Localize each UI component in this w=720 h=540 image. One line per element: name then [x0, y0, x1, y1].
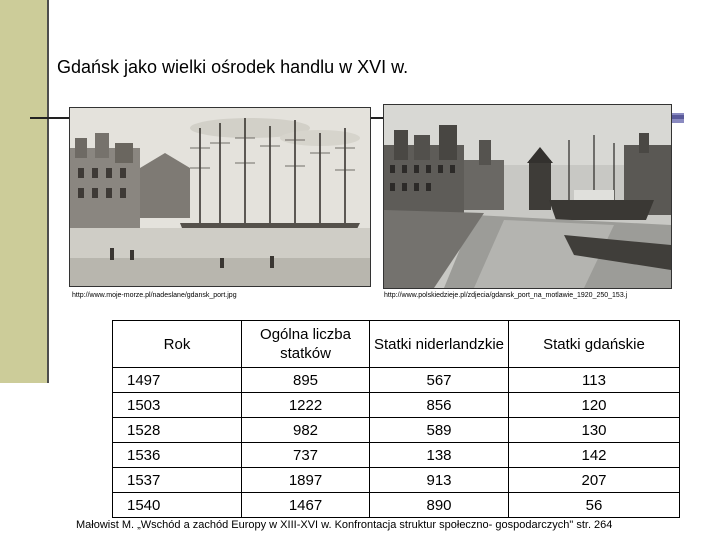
image-credit-2: http://www.polskiedzieje.pl/zdjecia/gdansk_port_na_motlawie_1920_250_153.j: [384, 292, 628, 299]
cell-total: 982: [242, 418, 370, 443]
cell-year: 1536: [113, 443, 242, 468]
header-total-ships: Ogólna liczba statków: [242, 321, 370, 368]
cell-gdansk: 56: [509, 493, 680, 518]
cell-gdansk: 113: [509, 368, 680, 393]
cell-gdansk: 142: [509, 443, 680, 468]
source-citation: Małowist M. „Wschód a zachód Europy w XIII-XVI w. Konfrontacja struktur społeczno- gospodarczych" str. 264: [76, 519, 613, 531]
cell-total: 895: [242, 368, 370, 393]
ships-table: [112, 320, 680, 518]
cell-dutch: 856: [370, 393, 509, 418]
port-photo-image: [383, 104, 672, 289]
cell-year: 1540: [113, 493, 242, 518]
cell-year: 1497: [113, 368, 242, 393]
title-rule-accent-inner: [672, 115, 684, 119]
slide-title: Gdańsk jako wielki ośrodek handlu w XVI w.: [57, 57, 409, 77]
table-header-row: [113, 321, 680, 368]
header-year: Rok: [113, 321, 242, 368]
cell-total: 1222: [242, 393, 370, 418]
header-dutch-ships: Statki niderlandzkie: [370, 321, 509, 368]
cell-dutch: 567: [370, 368, 509, 393]
table-row: [113, 368, 680, 393]
cell-dutch: 138: [370, 443, 509, 468]
table-row: [113, 443, 680, 468]
cell-dutch: 589: [370, 418, 509, 443]
table-row: [113, 393, 680, 418]
cell-year: 1528: [113, 418, 242, 443]
cell-gdansk: 207: [509, 468, 680, 493]
side-accent-line: [47, 0, 49, 383]
cell-total: 1897: [242, 468, 370, 493]
cell-total: 1467: [242, 493, 370, 518]
cell-year: 1537: [113, 468, 242, 493]
cell-gdansk: 130: [509, 418, 680, 443]
cell-gdansk: 120: [509, 393, 680, 418]
port-engraving-image: [69, 107, 371, 287]
table-row: [113, 418, 680, 443]
image-credit-1: http://www.moje-morze.pl/nadeslane/gdansk_port.jpg: [72, 292, 237, 299]
cell-total: 737: [242, 443, 370, 468]
cell-year: 1503: [113, 393, 242, 418]
cell-dutch: 913: [370, 468, 509, 493]
side-accent-bar: [0, 0, 47, 383]
table-row: [113, 468, 680, 493]
cell-dutch: 890: [370, 493, 509, 518]
header-gdansk-ships: Statki gdańskie: [509, 321, 680, 368]
table-row: [113, 493, 680, 518]
